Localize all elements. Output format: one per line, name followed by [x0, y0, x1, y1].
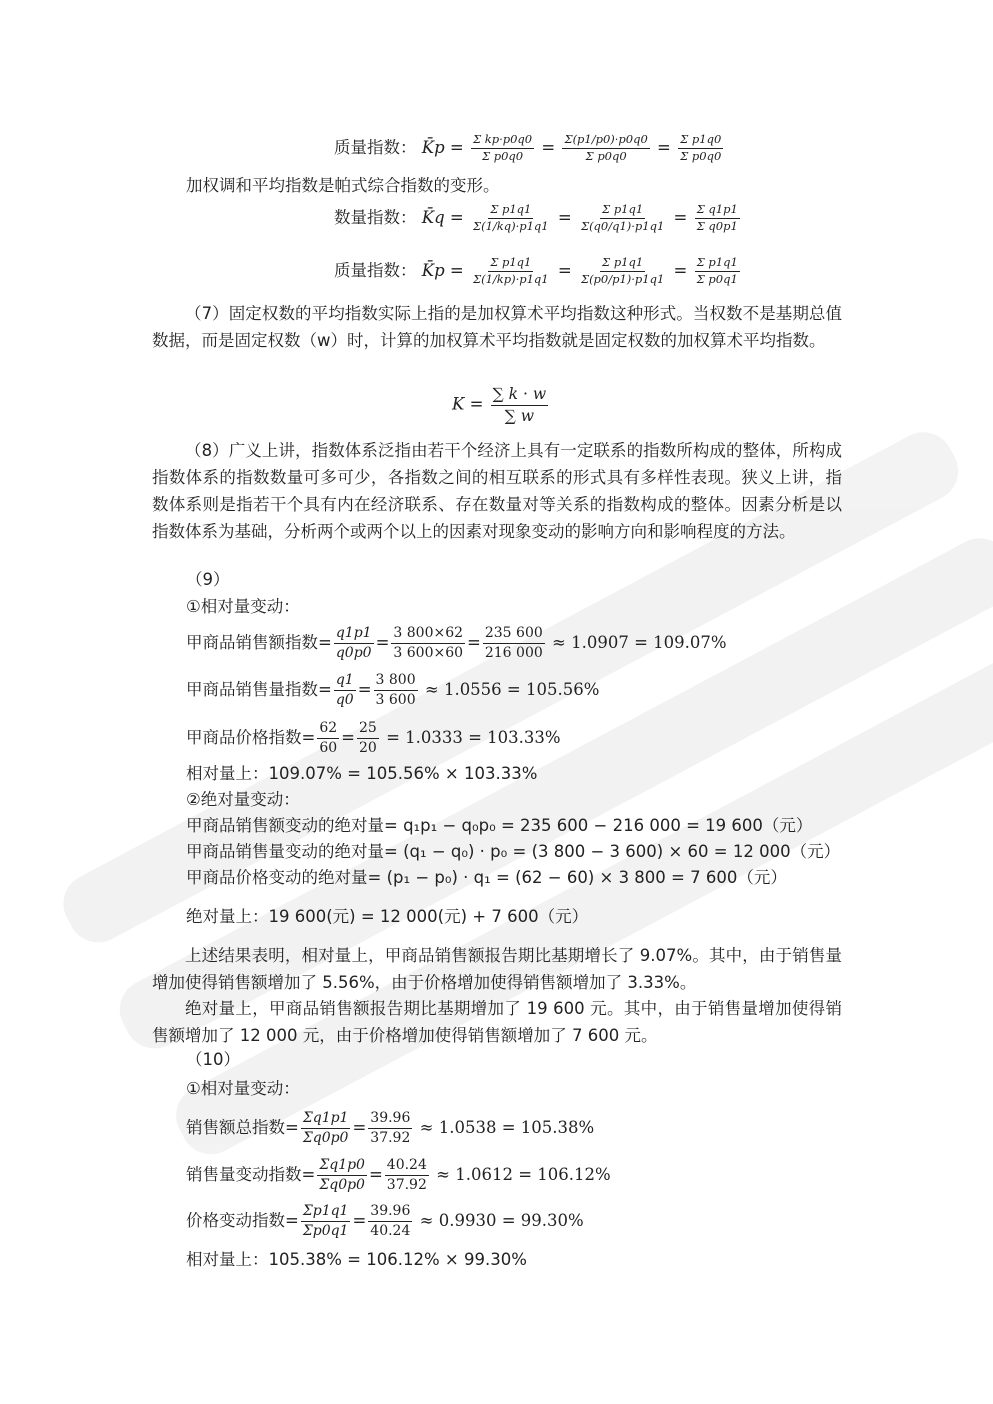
relative-summary-9: 相对量上：109.07% = 105.56% × 103.33% [186, 764, 538, 783]
numerator: q1 [334, 672, 356, 691]
relative-summary-10: 相对量上：105.38% = 106.12% × 99.30% [186, 1250, 527, 1269]
numerator: Σ q1p1 [695, 203, 740, 219]
numerator: Σ p1q0 [678, 133, 723, 149]
formula-lhs: K̄p = [421, 137, 464, 157]
price-change-index: 价格变动指数= $\frac{\Sigma p1q1}{\Sigma p0q1}$ = $\frac{39.96}{40.24}$ ≈ 0.9930 = 99.30% [186, 1203, 584, 1239]
fraction [368, 1110, 412, 1147]
formula-lhs: K̄p = [421, 260, 464, 280]
numerator: q1p1 [334, 625, 374, 644]
quality-index-label: 质量指数： [334, 137, 417, 157]
numerator: Σq1p1 [301, 1110, 351, 1129]
denominator: 20 [358, 739, 377, 756]
numerator: Σ kp·p0q0 [471, 133, 534, 149]
numerator: 25 [357, 720, 379, 739]
formula-label: 甲商品销售额指数= [186, 632, 332, 652]
fraction [317, 1157, 367, 1194]
absolute-quantity-line: 甲商品销售量变动的绝对量= (q₁ − q₀) · p₀ = (3 800 − 3 600) × 60 = 12 000（元） [186, 842, 841, 861]
denominator: 3 600×60 [393, 644, 464, 661]
price-index-calc: 甲商品价格指数= $\frac{62}{60}$ = $\frac{25}{20}$ = 1.0333 = 103.33% [186, 720, 561, 756]
denominator: Σp0q1 [302, 1222, 349, 1239]
denominator: Σ(p0/p1)·p1q1 [580, 271, 665, 286]
fraction [695, 203, 740, 234]
denominator: 60 [319, 739, 338, 756]
formula-label: 甲商品价格指数= [186, 727, 316, 747]
fraction [385, 1157, 429, 1194]
denominator: Σ(1/kp)·p1q1 [472, 271, 549, 286]
fraction [301, 1110, 351, 1147]
numerator: Σ p1q1 [600, 256, 645, 272]
denominator: ∑ w [504, 406, 534, 425]
numerator: Σ p1q1 [488, 256, 533, 272]
denominator: q0p0 [335, 644, 372, 661]
formula-result: ≈ 1.0556 = 105.56% [424, 679, 600, 699]
fraction [301, 1203, 351, 1240]
absolute-change-heading: ②绝对量变动： [186, 790, 300, 809]
quantity-index-calc: 甲商品销售量指数= $\frac{q1}{q0}$ = $\frac{3 800}{3 600}$ ≈ 1.0556 = 105.56% [186, 672, 600, 708]
sales-quantity-index: 销售量变动指数= $\frac{\Sigma q1p0}{\Sigma q0p0}$ = $\frac{40.24}{37.92}$ ≈ 1.0612 = 106.12% [186, 1157, 611, 1193]
fraction [695, 256, 740, 287]
formula-result: = 1.0333 = 103.33% [386, 727, 561, 747]
fraction [471, 133, 534, 164]
denominator: Σ(1/kq)·p1q1 [472, 218, 549, 233]
quality-index-formula-1: 质量指数： K̄p = $\frac{\text{Σ kp·p0q0}}{\text{Σ p0q0}}$ = $\frac{\Sigma(p1/p0)\cdot p0q0}{\text{Σ p0q0}}$ = $\frac{\text{Σ p1q0}}{\text{Σ p0q0}}$ [334, 132, 722, 163]
formula-result: ≈ 1.0612 = 106.12% [436, 1164, 611, 1184]
quality-index-formula-2: 质量指数： K̄p = $\frac{\text{Σ p1q1}}{\Sigma(1/kp)\cdot p1q1}$ = $\frac{\text{Σ p1q1}}{\Sigma(p0/p1)\cdot p1q1}$ = $\frac{\text{Σ p1q1}}{\text{Σ p0q1}}$ [334, 255, 738, 286]
fraction [471, 256, 551, 287]
fraction [374, 672, 418, 709]
fraction [562, 133, 649, 164]
numerator: 40.24 [385, 1157, 429, 1176]
formula-label: 销售量变动指数= [186, 1164, 316, 1184]
denominator: Σ p0q0 [680, 148, 722, 163]
numerator: Σ p1q1 [695, 256, 740, 272]
numerator: Σp1q1 [301, 1203, 351, 1222]
fraction [391, 625, 465, 662]
denominator: Σ p0q0 [481, 148, 524, 163]
sales-index-formula: 甲商品销售额指数= $\frac{q1p1}{q0p0}$ = $\frac{3 800\times 62}{3 600\times 60}$ = $\frac{235 600}{216 000}$ ≈ 1.0907 = 109.07% [186, 625, 727, 661]
formula-label: 价格变动指数= [186, 1210, 299, 1230]
denominator: Σ(q0/q1)·p1q1 [580, 218, 665, 233]
numerator: 39.96 [368, 1110, 412, 1129]
fraction [678, 133, 723, 164]
fraction [368, 1203, 412, 1240]
fraction [579, 256, 666, 287]
harmonic-text: 加权调和平均指数是帕式综合指数的变形。 [186, 176, 500, 195]
numerator: Σq1p0 [317, 1157, 367, 1176]
section-10-heading: （10） [186, 1050, 240, 1069]
quantity-index-formula: 数量指数： K̄q = $\frac{\text{Σ p1q1}}{\Sigma(1/kq)\cdot p1q1}$ = $\frac{\text{Σ p1q1}}{\Sigma(q0/q1)\cdot p1q1}$ = $\frac{\text{Σ q1p1}}{\text{Σ q0p1}}$ [334, 202, 738, 233]
fraction [483, 625, 545, 662]
result-paragraph-2: 绝对量上，甲商品销售额报告期比基期增加了 19 600 元。其中，由于销售量增加使得销售额增加了 12 000 元，由于价格增加使得销售额增加了 7 600 元。 [152, 999, 842, 1045]
denominator: q0 [335, 691, 354, 708]
fraction [334, 625, 374, 662]
numerator: 3 800 [374, 672, 418, 691]
numerator: 39.96 [368, 1203, 412, 1222]
quality-index-label: 质量指数： [334, 260, 417, 280]
fraction [334, 672, 356, 709]
formula-lhs: K̄q = [421, 207, 464, 227]
section-9-heading: （9） [186, 570, 230, 589]
numerator: 62 [317, 720, 339, 739]
denominator: 37.92 [386, 1176, 427, 1193]
denominator: 37.92 [370, 1129, 411, 1146]
fraction [317, 720, 339, 757]
result-paragraph-1: 上述结果表明，相对量上，甲商品销售额报告期比基期增长了 9.07%。其中，由于销售量增加使得销售额增加了 5.56%，由于价格增加使得销售额增加了 3.33%。 [152, 946, 842, 992]
fraction [357, 720, 379, 757]
formula-result: ≈ 1.0538 = 105.38% [419, 1117, 595, 1137]
formula-lhs: K = [452, 394, 484, 414]
denominator: 216 000 [484, 644, 543, 661]
fraction [579, 203, 666, 234]
absolute-price-line: 甲商品价格变动的绝对量= (p₁ − p₀) · q₁ = (62 − 60) × 3 800 = 7 600（元） [186, 868, 787, 887]
denominator: Σ q0p1 [696, 218, 738, 233]
numerator: ∑ k · w [491, 385, 548, 406]
absolute-sales-line: 甲商品销售额变动的绝对量= q₁p₁ − q₀p₀ = 235 600 − 216 000 = 19 600（元） [186, 816, 813, 835]
paragraph-8: （8）广义上讲，指数体系泛指由若干个经济上具有一定联系的指数所构成的整体，所构成指数体系的指数数量可多可少，各指数之间的相互联系的形式具有多样性表现。狭义上讲，指数体系则是指若干个具有内在经济联系、存在数量对等关系的指数构成的整体。因素分析是以指数体系为基础，分析两个或两个以上的因素对现象变动的影响方向和影响程度的方法。 [152, 441, 842, 541]
formula-label: 销售额总指数= [186, 1117, 299, 1137]
fraction [471, 203, 551, 234]
denominator: 3 600 [375, 691, 416, 708]
paragraph-7: （7）固定权数的平均指数实际上指的是加权算术平均指数这种形式。当权数不是基期总值数据，而是固定权数（w）时，计算的加权算术平均指数就是固定权数的加权算术平均指数。 [152, 304, 842, 350]
quantity-index-label: 数量指数： [334, 207, 417, 227]
numerator: Σ p1q1 [488, 203, 533, 219]
denominator: Σq0p0 [319, 1176, 365, 1193]
numerator: 235 600 [483, 625, 545, 644]
numerator: 3 800×62 [391, 625, 465, 644]
denominator: Σ p0q0 [585, 148, 627, 163]
fraction [491, 385, 548, 425]
formula-label: 甲商品销售量指数= [186, 679, 332, 699]
denominator: 40.24 [370, 1222, 411, 1239]
formula-result: ≈ 0.9930 = 99.30% [419, 1210, 584, 1230]
formula-result: ≈ 1.0907 = 109.07% [552, 632, 727, 652]
absolute-summary: 绝对量上：19 600(元) = 12 000(元) + 7 600（元） [186, 907, 589, 926]
denominator: Σ p0q1 [696, 271, 738, 286]
k-formula [452, 385, 550, 425]
numerator: Σ(p1/p0)·p0q0 [562, 133, 649, 149]
relative-change-heading-2: ①相对量变动： [186, 1079, 300, 1098]
denominator: Σq0p0 [302, 1129, 349, 1146]
numerator: Σ p1q1 [600, 203, 645, 219]
relative-change-heading: ①相对量变动： [186, 597, 300, 616]
total-sales-index: 销售额总指数= $\frac{\Sigma q1p1}{\Sigma q0p0}$ = $\frac{39.96}{37.92}$ ≈ 1.0538 = 105.38% [186, 1110, 595, 1146]
